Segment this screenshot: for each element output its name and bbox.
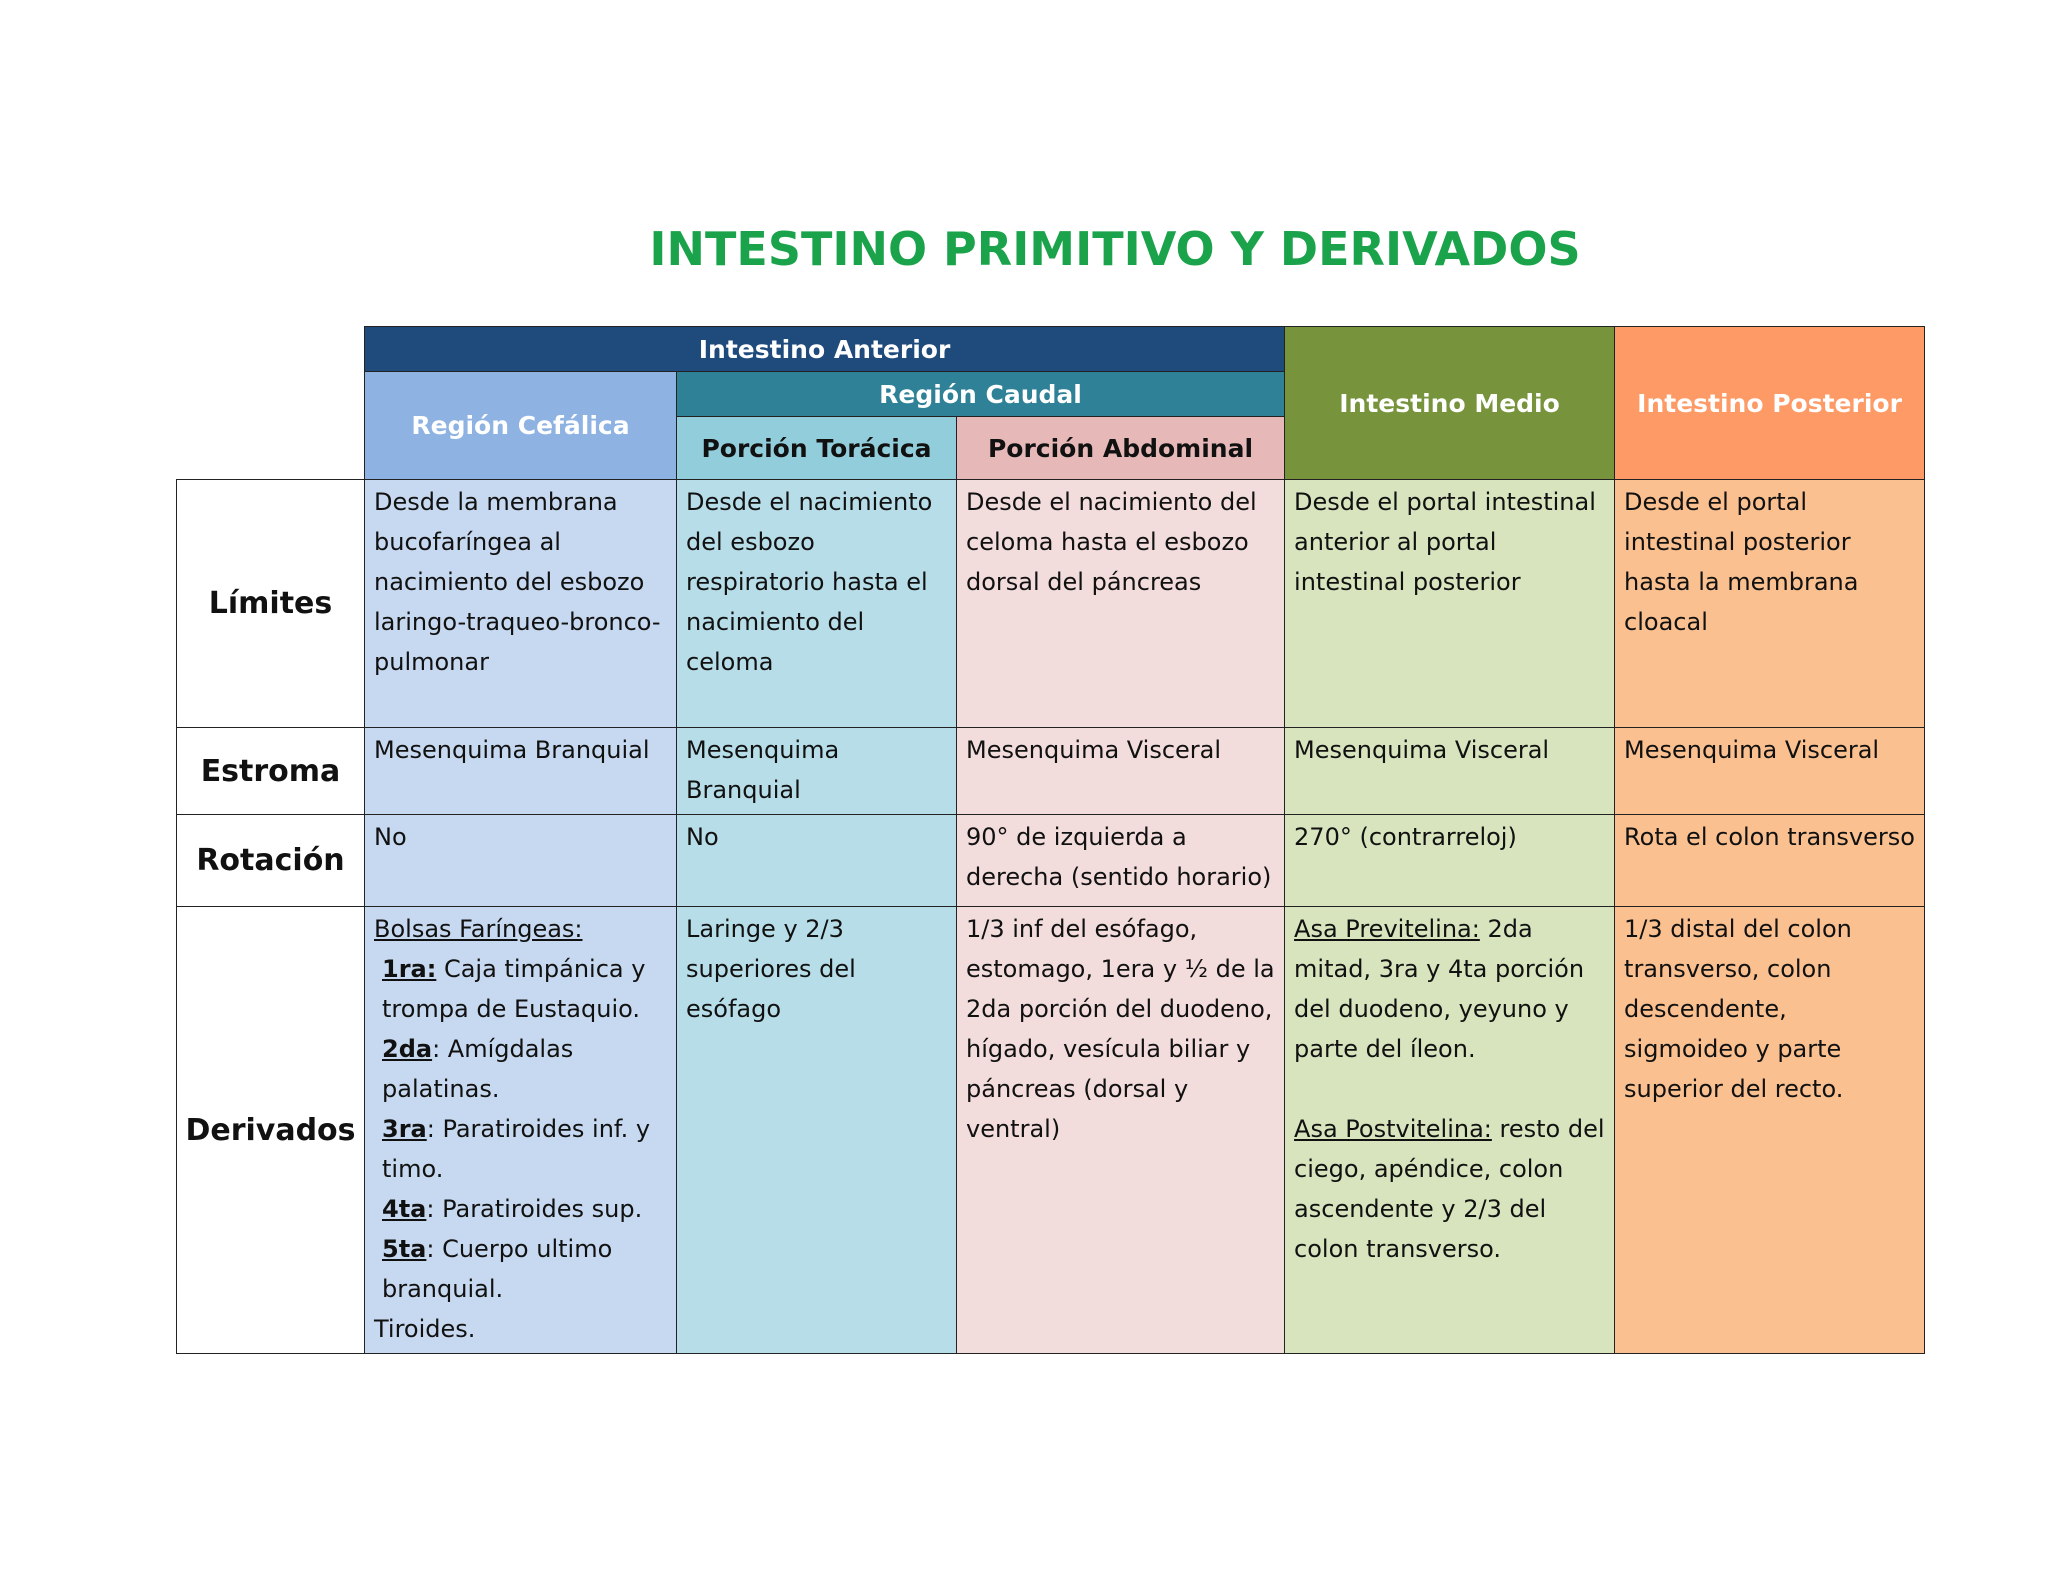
cell-estroma-abdominal: Mesenquima Visceral <box>957 728 1285 815</box>
header-intestino-anterior: Intestino Anterior <box>365 327 1285 372</box>
cell-estroma-posterior: Mesenquima Visceral <box>1615 728 1925 815</box>
header-porcion-toracica: Porción Torácica <box>677 417 957 480</box>
header-region-cefalica: Región Cefálica <box>365 372 677 480</box>
header-region-caudal: Región Caudal <box>677 372 1285 417</box>
cell-limites-medio: Desde el portal intestinal anterior al portal intestinal posterior <box>1285 480 1615 728</box>
page-title: INTESTINO PRIMITIVO Y DERIVADOS <box>649 222 1581 276</box>
cell-derivados-medio <box>1285 907 1615 1354</box>
tiroides-text: Tiroides. <box>374 1315 476 1343</box>
cell-rotacion-abdominal: 90° de izquierda a derecha (sentido horario) <box>957 815 1285 907</box>
list-item: 4ta: Paratiroides sup. <box>382 1195 643 1223</box>
cell-derivados-posterior: 1/3 distal del colon transverso, colon descendente, sigmoideo y parte superior del recto. <box>1615 907 1925 1354</box>
row-label-derivados: Derivados <box>177 907 365 1354</box>
row-label-limites: Límites <box>177 480 365 728</box>
list-item: 3ra: Paratiroides inf. y timo. <box>382 1115 651 1183</box>
row-rotacion <box>177 815 1925 907</box>
intestine-table <box>176 326 1925 1354</box>
header-porcion-abdominal: Porción Abdominal <box>957 417 1285 480</box>
bolsas-faringeas-heading: Bolsas Faríngeas: <box>374 915 583 943</box>
cell-derivados-cefalica <box>365 907 677 1354</box>
cell-rotacion-cefalica: No <box>365 815 677 907</box>
list-item: 1ra: Caja timpánica y trompa de Eustaquio. <box>382 955 646 1023</box>
header-intestino-medio: Intestino Medio <box>1285 327 1615 480</box>
cell-rotacion-medio: 270° (contrarreloj) <box>1285 815 1615 907</box>
row-derivados <box>177 907 1925 1354</box>
cell-derivados-abdominal: 1/3 inf del esófago, estomago, 1era y ½ de la 2da porción del duodeno, hígado, vesícula biliar y páncreas (dorsal y ventral) <box>957 907 1285 1354</box>
row-label-estroma: Estroma <box>177 728 365 815</box>
row-limites <box>177 480 1925 728</box>
asa-postvitelina: Asa Postvitelina: resto del ciego, apéndice, colon ascendente y 2/3 del colon transverso. <box>1294 1115 1605 1263</box>
cell-estroma-toracica: Mesenquima Branquial <box>677 728 957 815</box>
cell-limites-posterior: Desde el portal intestinal posterior hasta la membrana cloacal <box>1615 480 1925 728</box>
cell-derivados-toracica: Laringe y 2/3 superiores del esófago <box>677 907 957 1354</box>
row-estroma <box>177 728 1925 815</box>
cell-estroma-medio: Mesenquima Visceral <box>1285 728 1615 815</box>
list-item: 5ta: Cuerpo ultimo branquial. <box>382 1235 613 1303</box>
asa-previtelina: Asa Previtelina: 2da mitad, 3ra y 4ta porción del duodeno, yeyuno y parte del íleon. <box>1294 915 1585 1063</box>
cell-limites-cefalica: Desde la membrana bucofaríngea al nacimiento del esbozo laringo-traqueo-bronco-pulmonar <box>365 480 677 728</box>
corner-blank <box>177 327 365 480</box>
cell-limites-toracica: Desde el nacimiento del esbozo respiratorio hasta el nacimiento del celoma <box>677 480 957 728</box>
cell-rotacion-posterior: Rota el colon transverso <box>1615 815 1925 907</box>
list-item: 2da: Amígdalas palatinas. <box>382 1035 574 1103</box>
header-intestino-posterior: Intestino Posterior <box>1615 327 1925 480</box>
cell-estroma-cefalica: Mesenquima Branquial <box>365 728 677 815</box>
cell-rotacion-toracica: No <box>677 815 957 907</box>
row-label-rotacion: Rotación <box>177 815 365 907</box>
cell-limites-abdominal: Desde el nacimiento del celoma hasta el esbozo dorsal del páncreas <box>957 480 1285 728</box>
